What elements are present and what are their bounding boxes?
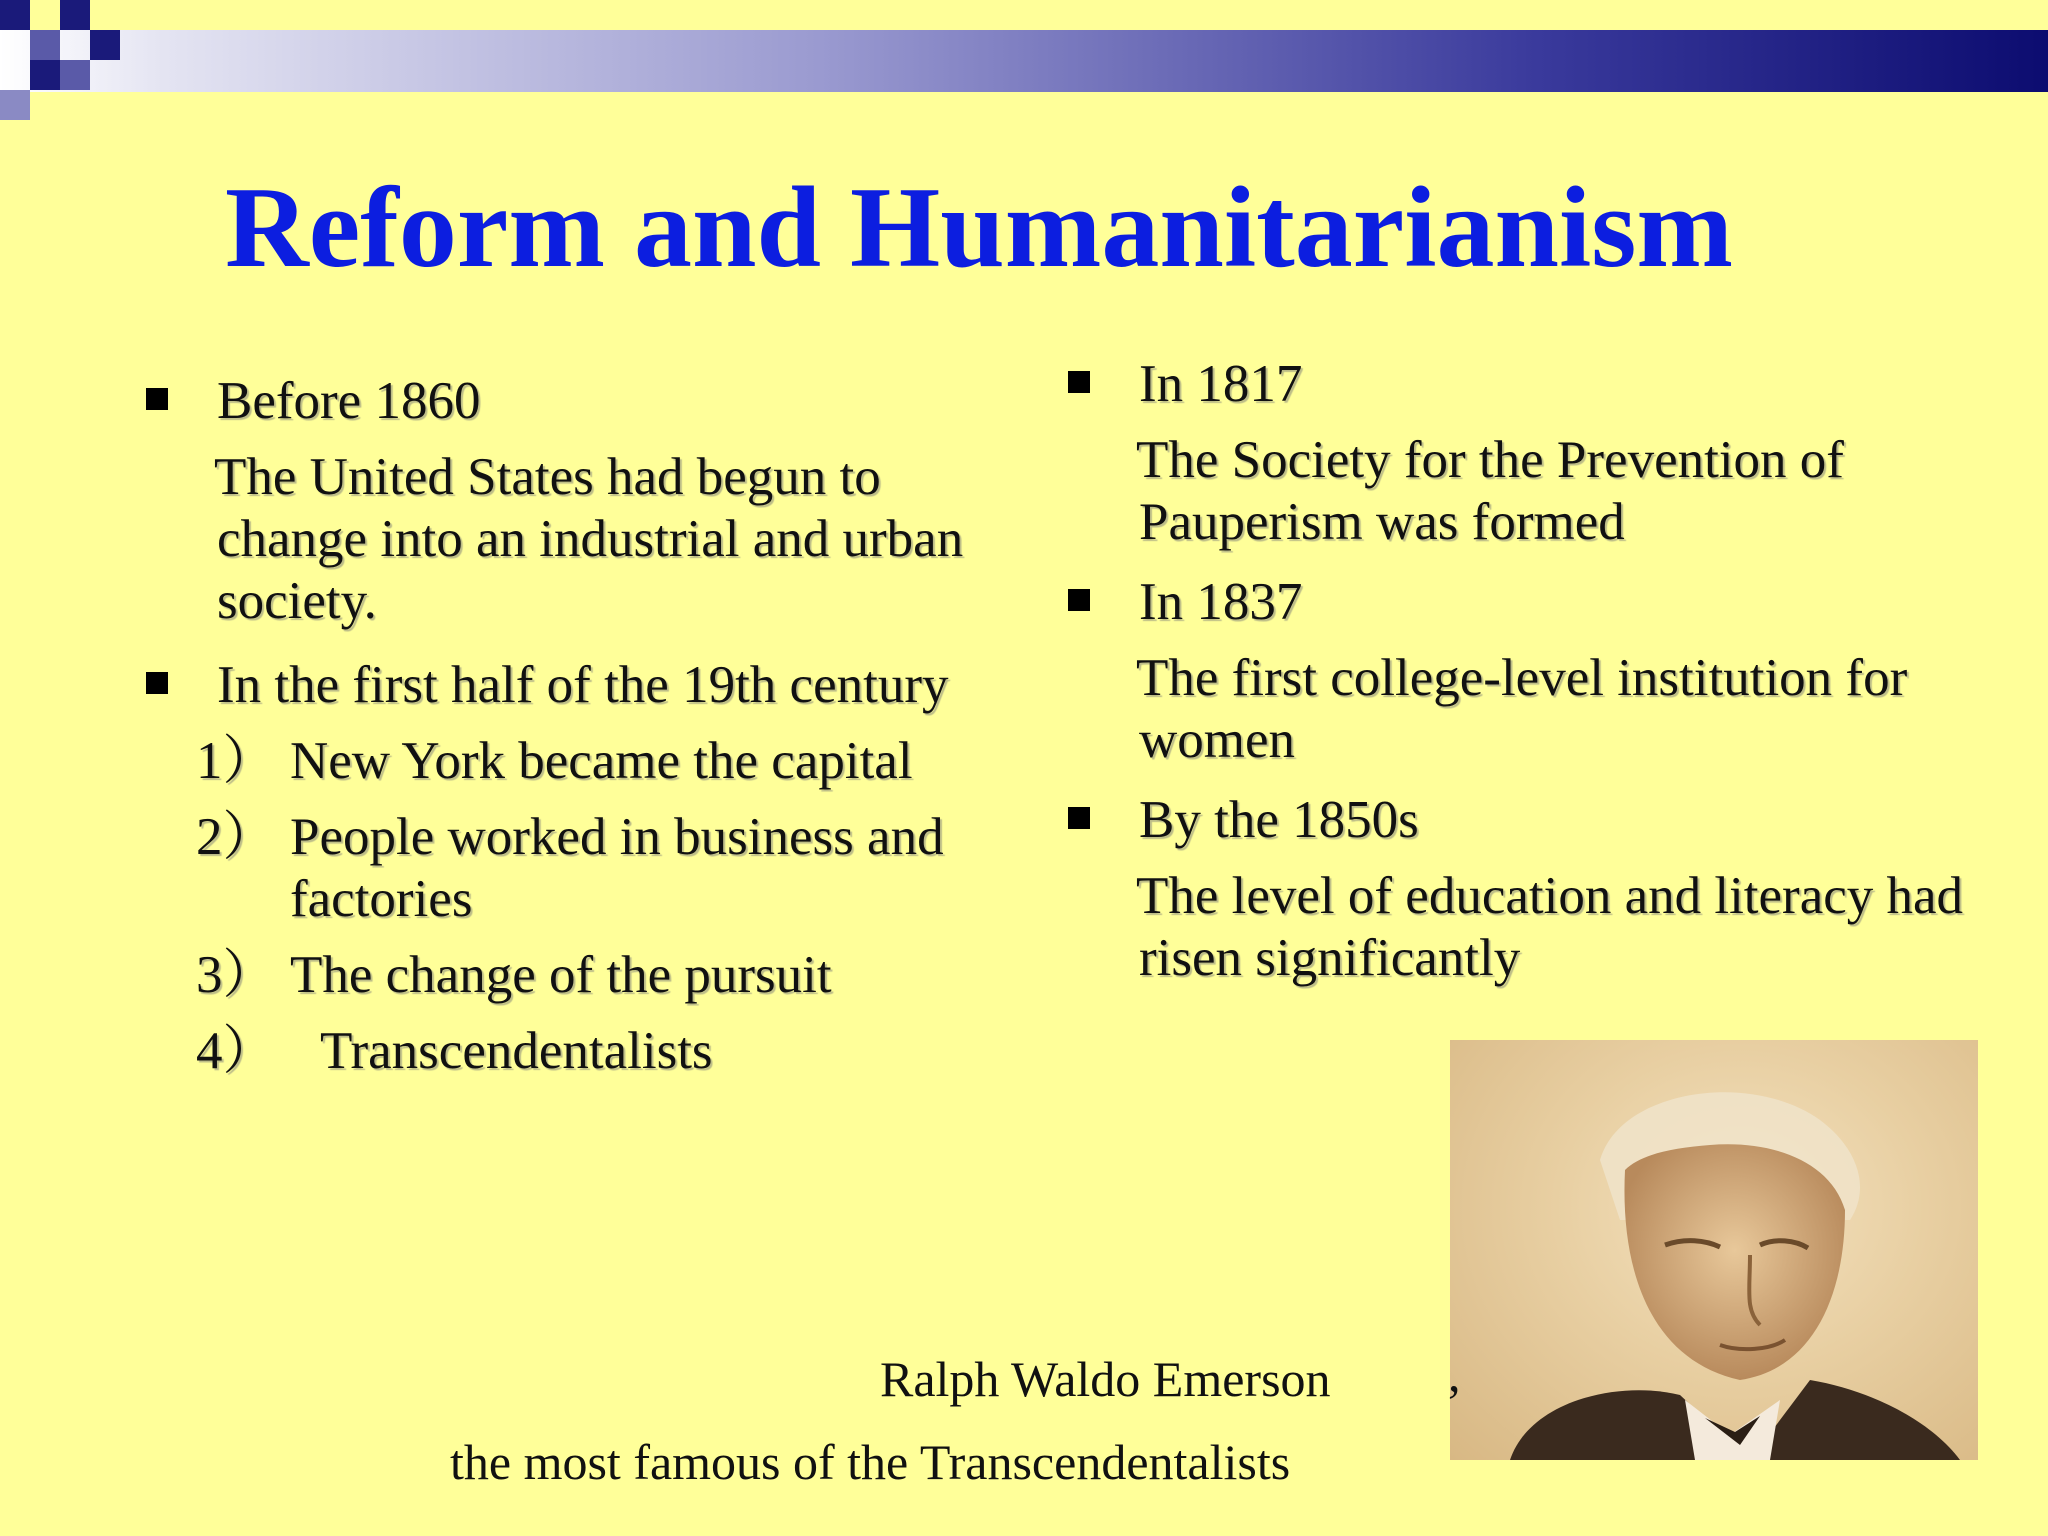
slide-title: Reform and Humanitarianism [225,164,1733,292]
numbered-item [140,944,1020,1006]
item-number: 4） [196,1022,276,1080]
caption-comma: , [1448,1346,1461,1402]
item-text: Transcendentalists [320,1022,713,1080]
bullet-item [1062,571,2002,633]
header-banner [0,30,2048,92]
right-column [1062,353,2002,1003]
portrait-name: Ralph Waldo Emerson [880,1351,1331,1407]
square-bullet-icon [146,672,168,694]
bullet-heading: In 1817 [1139,355,1303,413]
bullet-text: The first college-level institution for women [1136,649,1908,769]
item-number: 1） [196,732,276,790]
item-text: New York became the capital [290,732,913,790]
bullet-item [140,654,1020,716]
bullet-heading: By the 1850s [1139,791,1419,849]
item-text: People worked in business and factories [290,808,944,928]
numbered-item [140,730,1020,792]
square-bullet-icon [1068,807,1090,829]
numbered-item [140,806,1020,930]
numbered-item [140,1020,1020,1082]
square-bullet-icon [146,388,168,410]
portrait-description: the most famous of the Transcendentalists [450,1434,1291,1490]
portrait-icon [1450,1040,1978,1460]
bullet-text: The Society for the Prevention of Pauperism was formed [1136,431,1844,551]
bullet-item [1062,353,2002,415]
left-column [140,370,1020,1096]
bullet-text: The United States had begun to change into an industrial and urban society. [214,448,964,630]
square-bullet-icon [1068,589,1090,611]
bullet-heading: Before 1860 [217,372,481,430]
item-text: The change of the pursuit [290,946,832,1004]
item-number: 2） [196,808,276,866]
bullet-item [140,370,1020,432]
bullet-text: The level of education and literacy had risen significantly [1136,867,1964,987]
bullet-heading: In the first half of the 19th century [217,656,949,714]
item-number: 3） [196,946,276,1004]
bullet-item [1062,789,2002,851]
square-bullet-icon [1068,371,1090,393]
bullet-heading: In 1837 [1139,573,1303,631]
